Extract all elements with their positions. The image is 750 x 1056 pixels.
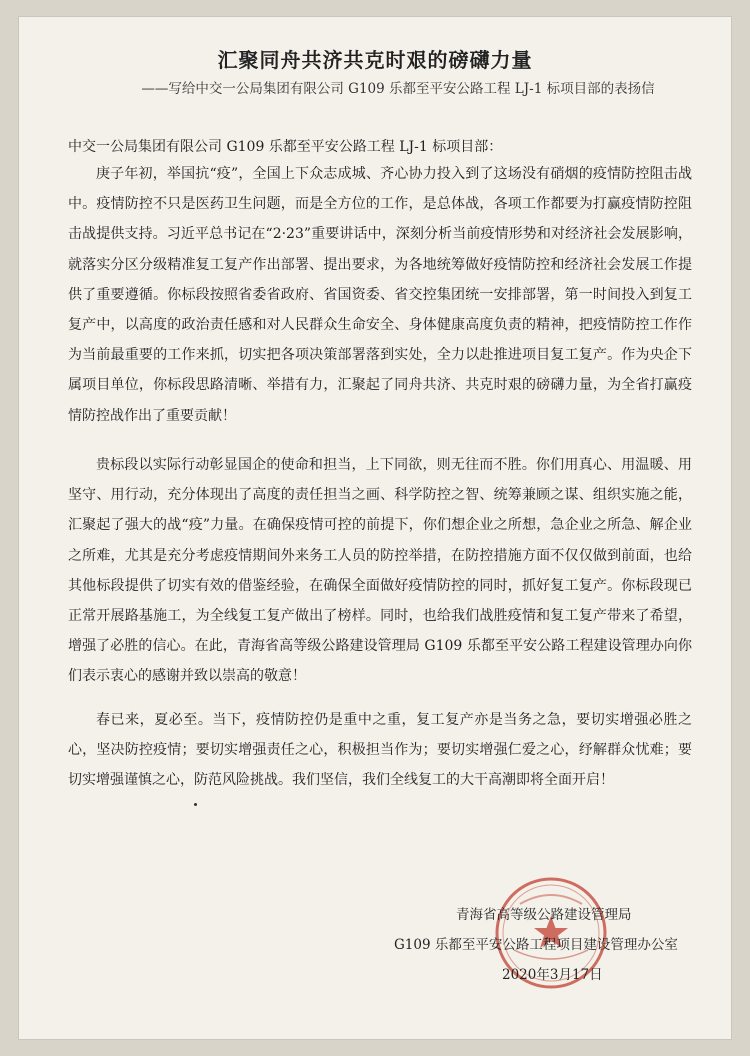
letter-title: 汇聚同舟共济共克时艰的磅礴力量 xyxy=(217,48,533,72)
letter-greeting: 中交一公局集团有限公司 G109 乐都至平安公路工程 LJ-1 标项目部： xyxy=(68,139,503,155)
signature-date: 2020年3月17日 xyxy=(502,967,603,983)
letter-page xyxy=(18,16,732,1040)
body-paragraph-1: 庚子年初，举国抗“疫”，全国上下众志成城、齐心协力投入到了这场没有硝烟的疫情防控阻击战中。疫情防控不只是医药卫生问题，而是全方位的工作，是总体战，各项工作都要为打赢疫情防控阻击战提供支持。习近平总书记在“2·23”重要讲话中，深刻分析当前疫情形势和对经济社会发展影响，就落实分区分级精准复工复产作出部署、提出要求，为各地统筹做好疫情防控和经济社会发展工作提供了重要遵循。你标段按照省委省政府、省国资委、省交控集团统一安排部署，第一时间投入到复工复产中，以高度的政治责任感和对人民群众生命安全、身体健康高度负责的精神，把疫情防控工作作为当前最重要的工作来抓，切实把各项决策部署落到实处，全力以赴推进项目复工复产。作为央企下属项目单位，你标段思路清晰、举措有力，汇聚起了同舟共济、共克时艰的磅礴力量，为全省打赢疫情防控战作出了重要贡献！ xyxy=(68,166,692,424)
body-paragraph-2: 贵标段以实际行动彰显国企的使命和担当，上下同欲，则无往而不胜。你们用真心、用温暖、用坚守、用行动，充分体现出了高度的责任担当之画、科学防控之智、统筹兼顾之谋、组织实施之能，汇聚起了强大的战“疫”力量。在确保疫情可控的前提下，你们想企业之所想，急企业之所急、解企业之所难，尤其是充分考虑疫情期间外来务工人员的防控举措，在防控措施方面不仅仅做到前面，也给其他标段提供了切实有效的借鉴经验，在确保全面做好疫情防控的同时，抓好复工复产。你标段现已正常开展路基施工，为全线复工复产做出了榜样。同时，也给我们战胜疫情和复工复产带来了希望，增强了必胜的信心。在此，青海省高等级公路建设管理局 G109 乐都至平安公路工程建设管理办向你们表示衷心的感谢并致以崇高的敬意！ xyxy=(68,457,692,685)
letter-subtitle: ——写给中交一公局集团有限公司 G109 乐都至平安公路工程 LJ-1 标项目部的表扬信 xyxy=(141,81,655,97)
signature-line-2: G109 乐都至平安公路工程项目建设管理办公室 xyxy=(394,937,678,953)
body-paragraph-3: 春已来，夏必至。当下，疫情防控仍是重中之重，复工复产亦是当务之急，要切实增强必胜之心，坚决防控疫情；要切实增强责任之心，积极担当作为；要切实增强仁爱之心，纾解群众忧难；要切实增强谨慎之心，防范风险挑战。我们坚信，我们全线复工的大干高潮即将全面开启！ xyxy=(68,712,692,789)
ink-dot xyxy=(194,803,197,806)
signature-line-1: 青海省高等级公路建设管理局 xyxy=(456,907,632,923)
